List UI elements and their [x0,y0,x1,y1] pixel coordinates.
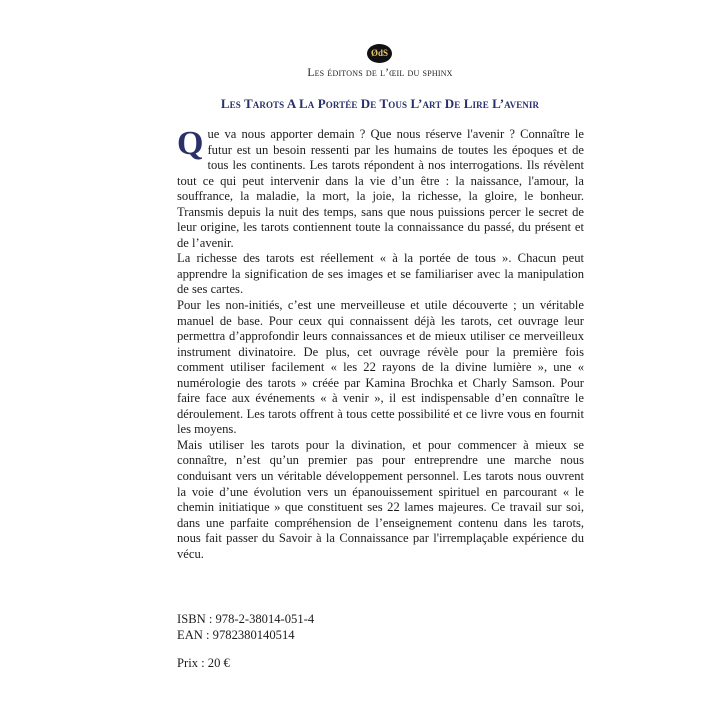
isbn: ISBN : 978-2-38014-051-4 [177,612,315,626]
paragraph-2: La richesse des tarots est réellement « à la portée de tous ». Chacun peut apprendre la signification de ses images et se familiariser avec la manipulation de ses cartes. [177,251,584,297]
drop-cap: Q [177,125,204,162]
price: Prix : 20 € [177,656,230,670]
publisher-logo: ØdS [367,44,392,63]
paragraph-4: Mais utiliser les tarots pour la divination, et pour commencer à mieux se connaître, n’est qu’un premier pas pour entreprendre une marche nous conduisant vers un véritable développement personnel. Les tarots nous ouvrent la voie d’une évolution vers un épanouissement spirituel en parcourant « le chemin initiatique » que constituent ses 22 lames majeures. Ce travail sur soi, dans une parfaite compréhension de l’enseignement contenu dans les tarots, nous fait passer du Savoir à la Connaissance par l'irremplaçable expérience du vécu. [177,437,584,561]
paragraph-3: Pour les non-initiés, c’est une merveilleuse et utile découverte ; un véritable manuel de base. Pour ceux qui connaissent déjà les tarots, cet ouvrage leur permettra d’approfondir leurs connaissances et de mieux utiliser ce merveilleux instrument divinatoire. De plus, cet ouvrage révèle pour la première fois comment utiliser facilement « les 22 rayons de la divine lumière », une « numérologie des tarots » créée par Kamina Brochka et Charly Samson. Pour faire face aux événements « à venir », il est indispensable d’en connaître le déroulement. Les tarots offrent à tous cette possibilité et ce livre vous en fournit les moyens. [177,298,584,437]
book-title: Les Tarots A La Portée De Tous L’art De Lire L’avenir [220,96,540,111]
publisher-name: Les éditons de l’œil du sphinx [307,67,453,79]
paragraph-1-text: ue va nous apporter demain ? Que nous réserve l'avenir ? Connaître le futur est un besoin ressenti par les humains de toutes les époques et de tous les continents. Les tarots répondent à nos interrogations. Ils révèlent tout ce qui peut intervenir dans la vie d’un être : la naissance, l'amour, la souffrance, la maladie, la mort, la joie, la richesse, la gloire, le bonheur. Transmis depuis la nuit des temps, sans que nous puissions percer le secret de leur origine, les tarots contiennent toute la connaissance du passé, du présent et de l’avenir. [177,127,584,250]
ean: EAN : 9782380140514 [177,628,295,642]
back-cover-text [177,127,584,562]
paragraph-1 [177,127,584,251]
